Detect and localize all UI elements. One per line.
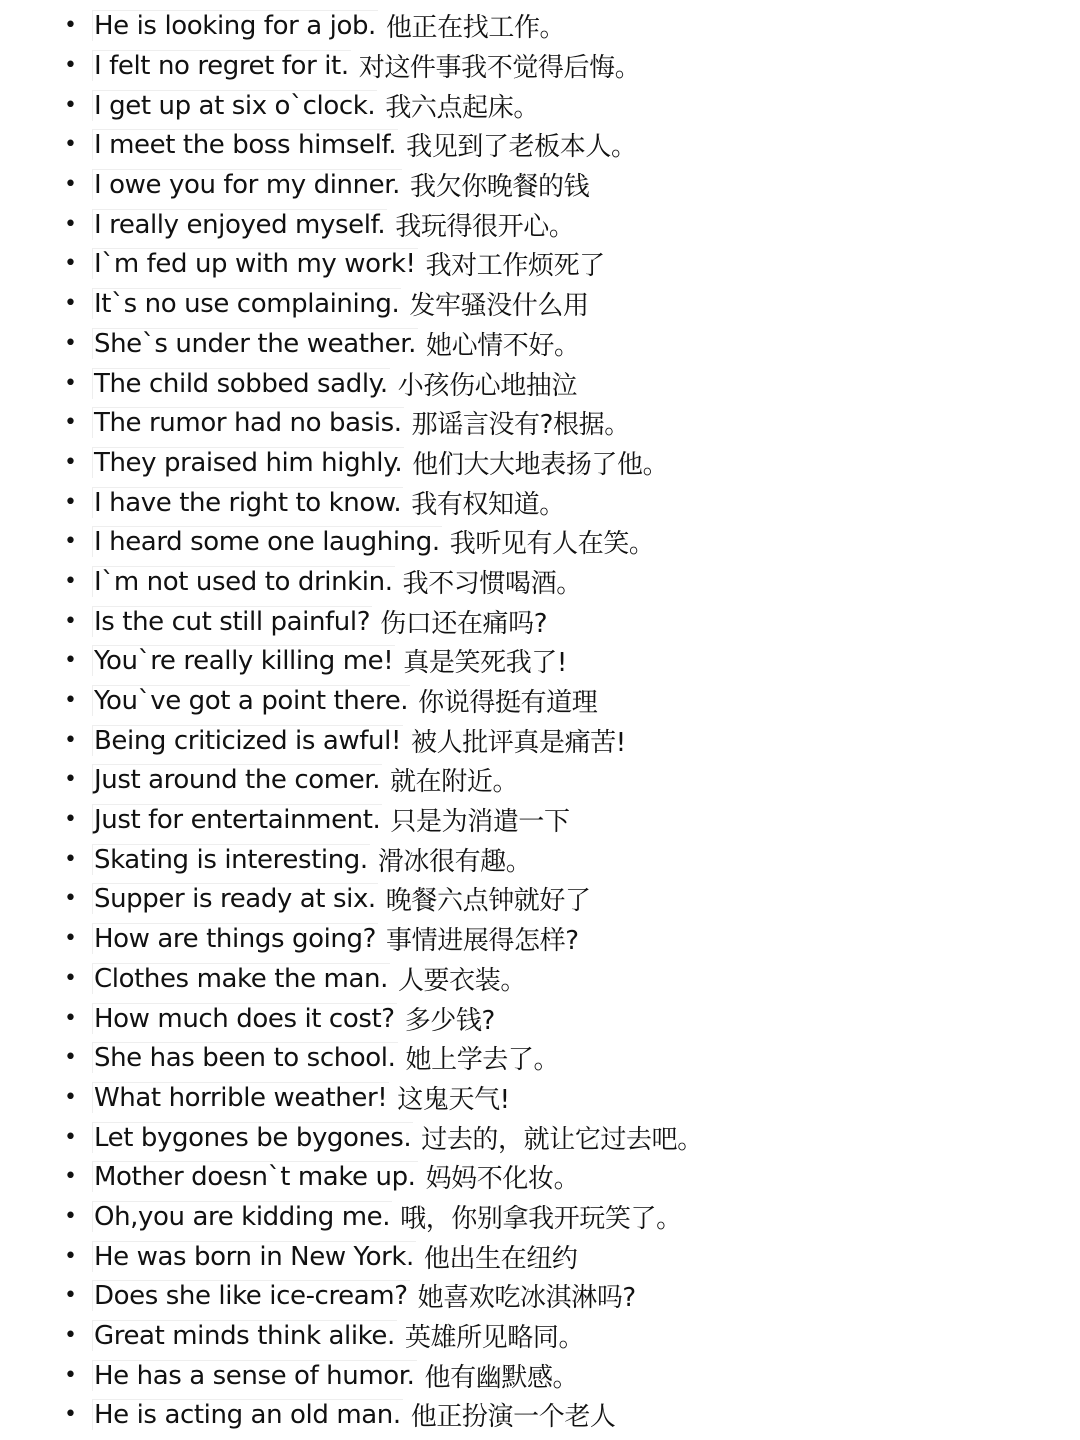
phrase-english: It`s no use complaining.	[94, 289, 400, 320]
bullet-icon: •	[64, 330, 77, 356]
phrase-english: I heard some one laughing.	[94, 527, 440, 558]
phrase-item	[60, 1078, 1060, 1118]
phrase-chinese: 小孩伤心地抽泣	[397, 370, 577, 401]
phrase-english: The rumor had no basis.	[94, 408, 402, 439]
phrase-chinese: 只是为消遣一下	[390, 807, 570, 838]
phrase-chinese: 英雄所见略同。	[404, 1323, 585, 1354]
phrase-chinese: 妈妈不化妆。	[425, 1164, 580, 1195]
phrase-chinese: 我欠你晚餐的钱	[410, 172, 590, 203]
phrase-item	[60, 1236, 1060, 1276]
phrase-chinese: 她上学去了。	[405, 1045, 560, 1076]
bullet-icon: •	[64, 648, 77, 674]
phrase-item	[60, 284, 1060, 324]
phrase-chinese: 哦，你别拿我开玩笑了。	[400, 1203, 682, 1234]
phrase-chinese: 他出生在纽约	[423, 1243, 578, 1274]
phrase-chinese: 那谣言没有?根据。	[411, 410, 630, 441]
phrase-english: I have the right to know.	[94, 487, 402, 518]
phrase-english: How much does it cost?	[94, 1003, 395, 1034]
bullet-icon: •	[64, 132, 77, 158]
phrase-chinese: 他正扮演一个老人	[410, 1402, 616, 1433]
phrase-english: He is looking for a job.	[94, 11, 376, 42]
phrase-english: The child sobbed sadly.	[94, 368, 388, 399]
phrase-english: You`re really killing me!	[94, 646, 394, 677]
phrase-english: Just for entertainment.	[94, 805, 381, 836]
phrase-english: Supper is ready at six.	[94, 884, 376, 915]
phrase-chinese: 他们大大地表扬了他。	[412, 449, 669, 480]
phrase-english: He is acting an old man.	[94, 1400, 401, 1431]
phrase-item	[60, 959, 1060, 999]
phrase-english: I`m not used to drinkin.	[94, 566, 393, 597]
phrase-item	[60, 403, 1060, 443]
phrase-item	[60, 720, 1060, 760]
phrase-item	[60, 165, 1060, 205]
bullet-icon: •	[64, 886, 77, 912]
phrase-english: Does she like ice-cream?	[94, 1281, 408, 1312]
bullet-icon: •	[64, 1323, 77, 1349]
phrase-chinese: 我对工作烦死了	[425, 251, 605, 282]
phrase-english: Let bygones be bygones.	[94, 1122, 412, 1153]
phrase-english: Clothes make the man.	[94, 963, 388, 994]
phrase-english: I really enjoyed myself.	[94, 209, 386, 240]
bullet-icon: •	[64, 370, 77, 396]
phrase-chinese: 我不习惯喝酒。	[402, 568, 582, 599]
bullet-icon: •	[64, 53, 77, 79]
bullet-icon: •	[64, 13, 77, 39]
phrase-item	[60, 1355, 1060, 1395]
phrase-english: I owe you for my dinner.	[94, 170, 401, 201]
phrase-chinese: 多少钱?	[404, 1005, 495, 1036]
phrase-item	[60, 1197, 1060, 1237]
phrase-item	[60, 363, 1060, 403]
phrase-chinese: 人要衣装。	[397, 965, 526, 996]
phrase-english: He was born in New York.	[94, 1241, 414, 1272]
bullet-icon: •	[64, 1243, 77, 1269]
phrase-item	[60, 1157, 1060, 1197]
bullet-icon: •	[64, 568, 77, 594]
bullet-icon: •	[64, 211, 77, 237]
phrase-english: How are things going?	[94, 924, 377, 955]
bullet-icon: •	[64, 449, 77, 475]
phrase-chinese: 被人批评真是痛苦!	[410, 727, 626, 758]
bullet-icon: •	[64, 1203, 77, 1229]
phrase-english: You`ve got a point there.	[94, 686, 409, 717]
phrase-english: Mother doesn`t make up.	[94, 1162, 416, 1193]
bullet-icon: •	[64, 807, 77, 833]
phrase-item	[60, 1395, 1060, 1435]
phrase-item	[60, 919, 1060, 959]
phrase-item	[60, 681, 1060, 721]
phrase-english: She has been to school.	[94, 1043, 396, 1074]
phrase-chinese: 我有权知道。	[411, 489, 565, 520]
phrase-item	[60, 1117, 1060, 1157]
phrase-chinese: 真是笑死我了!	[403, 648, 567, 679]
phrase-item	[60, 601, 1060, 641]
phrase-english: Skating is interesting.	[94, 844, 368, 875]
phrase-item	[60, 800, 1060, 840]
phrase-english: They praised him highly.	[94, 447, 403, 478]
bullet-icon: •	[64, 172, 77, 198]
phrase-english: What horrible weather!	[94, 1082, 388, 1113]
phrase-english: She`s under the weather.	[94, 328, 416, 359]
phrase-item	[60, 760, 1060, 800]
bullet-icon: •	[64, 529, 77, 555]
phrase-item	[60, 482, 1060, 522]
bullet-icon: •	[64, 1164, 77, 1190]
phrase-english: I`m fed up with my work!	[94, 249, 416, 280]
phrase-chinese: 她心情不好。	[425, 330, 580, 361]
bullet-icon: •	[64, 410, 77, 436]
phrase-item	[60, 125, 1060, 165]
bullet-icon: •	[64, 767, 77, 793]
phrase-chinese: 我玩得很开心。	[395, 211, 575, 242]
bullet-icon: •	[64, 926, 77, 952]
phrase-english: I meet the boss himself.	[94, 130, 397, 161]
bullet-icon: •	[64, 1005, 77, 1031]
bullet-icon: •	[64, 688, 77, 714]
phrase-chinese: 滑冰很有趣。	[377, 846, 532, 877]
phrase-english: Oh,you are kidding me.	[94, 1201, 391, 1232]
bullet-icon: •	[64, 92, 77, 118]
phrase-chinese: 过去的，就让它过去吧。	[421, 1124, 703, 1155]
phrase-chinese: 伤口还在痛吗?	[380, 608, 548, 639]
bullet-icon: •	[64, 291, 77, 317]
phrase-chinese: 他有幽默感。	[424, 1362, 579, 1393]
phrase-english: Is the cut still painful?	[94, 606, 371, 637]
bullet-icon: •	[64, 1362, 77, 1388]
phrase-chinese: 她喜欢吃冰淇淋吗?	[417, 1283, 636, 1314]
phrase-item	[60, 6, 1060, 46]
phrase-english: I felt no regret for it.	[94, 51, 349, 82]
bullet-icon: •	[64, 608, 77, 634]
phrase-chinese: 就在附近。	[390, 767, 519, 798]
phrase-chinese: 他正在找工作。	[385, 13, 566, 44]
phrase-list	[60, 6, 1060, 1435]
phrase-item	[60, 204, 1060, 244]
phrase-english: He has a sense of humor.	[94, 1360, 415, 1391]
phrase-item	[60, 1038, 1060, 1078]
bullet-icon: •	[64, 1045, 77, 1071]
phrase-english: I get up at six o`clock.	[94, 90, 376, 121]
phrase-item	[60, 998, 1060, 1038]
phrase-chinese: 我听见有人在笑。	[449, 529, 655, 560]
bullet-icon: •	[64, 251, 77, 277]
phrase-chinese: 我见到了老板本人。	[406, 132, 637, 163]
bullet-icon: •	[64, 1084, 77, 1110]
phrase-chinese: 对这件事我不觉得后悔。	[358, 53, 641, 84]
phrase-chinese: 发牢骚没什么用	[409, 291, 589, 322]
phrase-english: Just around the comer.	[94, 765, 381, 796]
bullet-icon: •	[64, 727, 77, 753]
phrase-item	[60, 641, 1060, 681]
bullet-icon: •	[64, 489, 77, 515]
phrase-item	[60, 85, 1060, 125]
phrase-item	[60, 324, 1060, 364]
bullet-icon: •	[64, 1402, 77, 1428]
phrase-english: Being criticized is awful!	[94, 725, 401, 756]
phrase-item	[60, 879, 1060, 919]
phrase-chinese: 你说得挺有道理	[418, 688, 598, 719]
bullet-icon: •	[64, 1124, 77, 1150]
phrase-chinese: 这鬼天气!	[397, 1084, 510, 1115]
phrase-item	[60, 839, 1060, 879]
phrase-item	[60, 443, 1060, 483]
phrase-item	[60, 1276, 1060, 1316]
bullet-icon: •	[64, 965, 77, 991]
phrase-english: Great minds think alike.	[94, 1321, 395, 1352]
phrase-item	[60, 562, 1060, 602]
phrase-item	[60, 244, 1060, 284]
phrase-chinese: 晚餐六点钟就好了	[385, 886, 591, 917]
phrase-item	[60, 522, 1060, 562]
phrase-item	[60, 1316, 1060, 1356]
phrase-chinese: 事情进展得怎样?	[386, 926, 579, 957]
phrase-item	[60, 46, 1060, 86]
bullet-icon: •	[64, 1283, 77, 1309]
phrase-chinese: 我六点起床。	[385, 92, 539, 123]
bullet-icon: •	[64, 846, 77, 872]
